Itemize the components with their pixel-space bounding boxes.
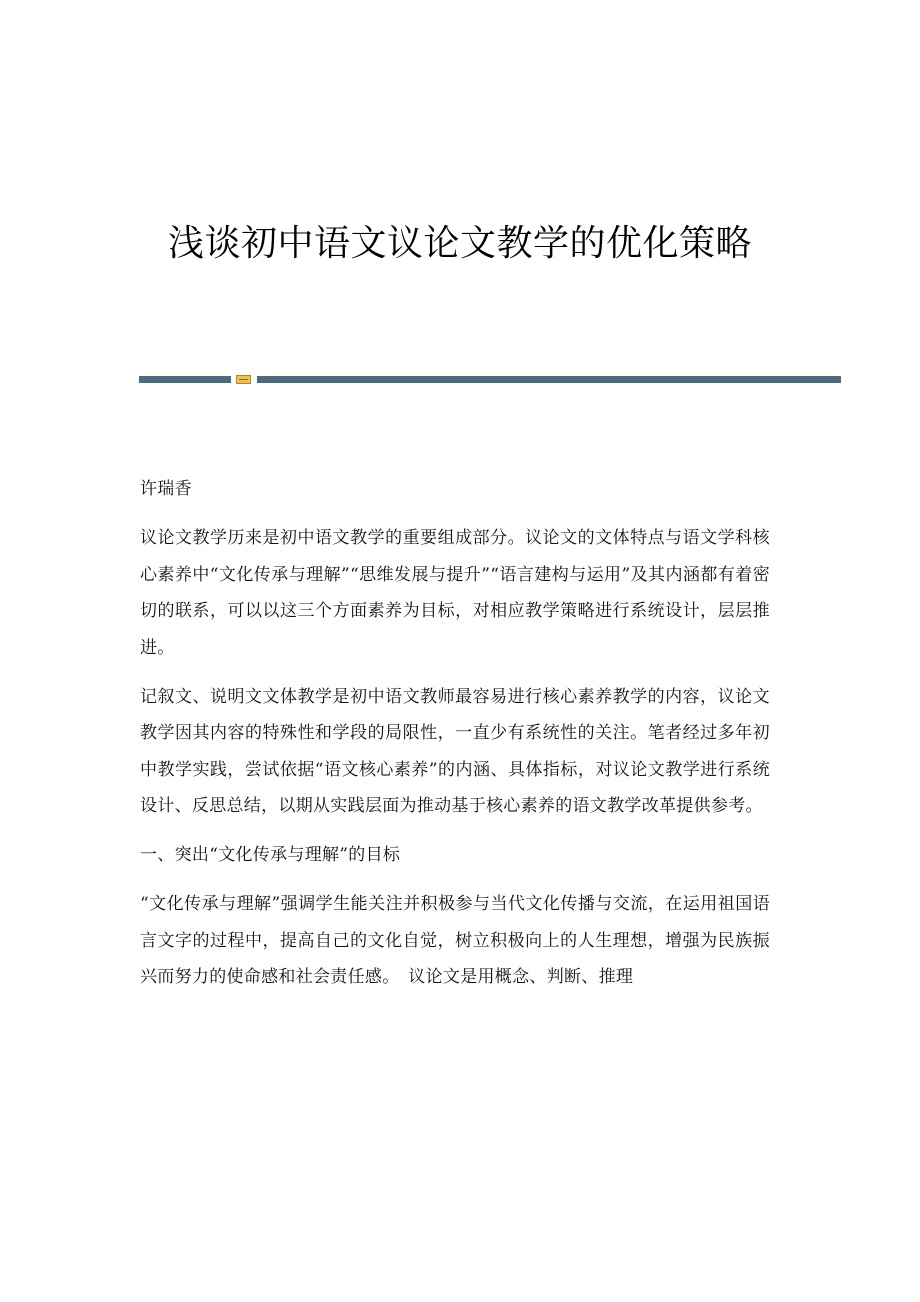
divider-bar-right — [257, 376, 841, 383]
title-divider — [139, 375, 841, 384]
body-paragraph: “文化传承与理解”强调学生能关注并积极参与当代文化传播与交流，在运用祖国语言文字的过程中，提高自己的文化自觉，树立积极向上的人生理想，增强为民族振兴而努力的使命感和社会责任感。 议论文是用概念、判断、推理 — [140, 894, 770, 987]
section-heading: 一、突出“文化传承与理解”的目标 — [140, 845, 401, 865]
divider-bar-left — [139, 376, 231, 383]
document-body — [140, 471, 770, 1008]
body-paragraph: 记叙文、说明文文体教学是初中语文教师最容易进行核心素养教学的内容，议论文教学因其内容的特殊性和学段的局限性，一直少有系统性的关注。笔者经过多年初中教学实践，尝试依据“语文核心素养”的内涵、具体指标，对议论文教学进行系统设计、反思总结，以期从实践层面为推动基于核心素养的语文教学改革提供参考。 — [140, 686, 770, 816]
author-name: 许瑞香 — [140, 479, 192, 499]
divider-ornament-icon — [236, 375, 251, 384]
body-paragraph: 议论文教学历来是初中语文教学的重要组成部分。议论文的文体特点与语文学科核心素养中“文化传承与理解”“思维发展与提升”“语言建构与运用”及其内涵都有着密切的联系，可以以这三个方面素养为目标，对相应教学策略进行系统设计，层层推进。 — [140, 528, 770, 658]
document-title: 浅谈初中语文议论文教学的优化策略 — [167, 223, 752, 264]
